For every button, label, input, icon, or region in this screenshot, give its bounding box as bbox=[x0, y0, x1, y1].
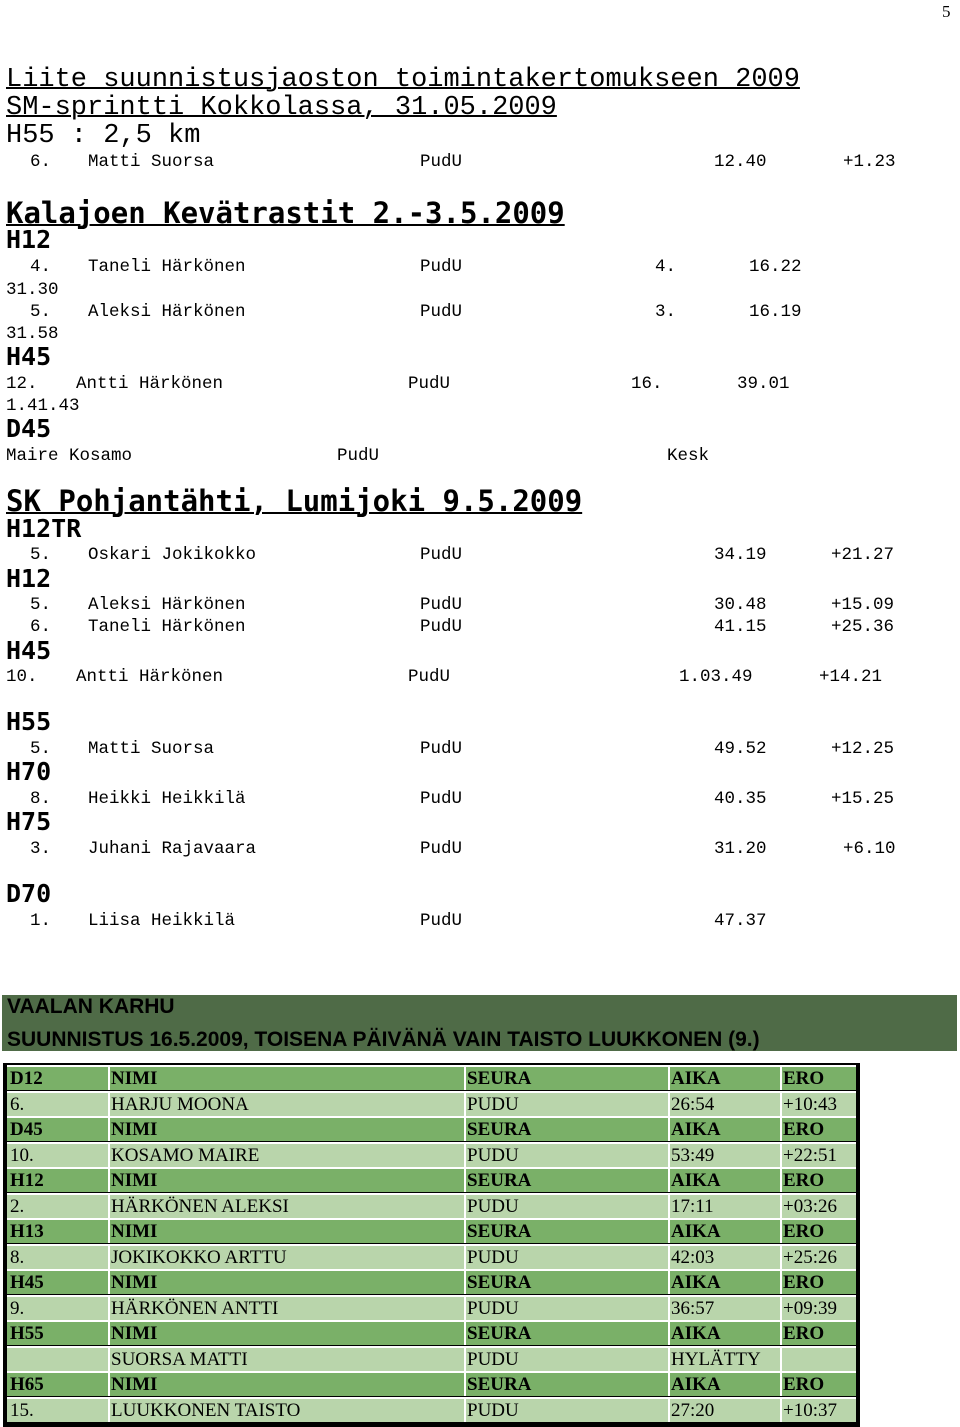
cell-time-difference: ERO bbox=[783, 1068, 825, 1089]
cell-club: SEURA bbox=[467, 1272, 532, 1293]
place: 5. bbox=[30, 595, 52, 615]
page-number: 5 bbox=[942, 2, 951, 21]
column-separator bbox=[668, 1144, 670, 1167]
time: 41.15 bbox=[714, 617, 767, 637]
column-separator bbox=[108, 1373, 110, 1396]
cell-time-difference: +22:51 bbox=[783, 1144, 837, 1166]
cell-competitor-name: KOSAMO MAIRE bbox=[111, 1144, 260, 1166]
cell-class-or-place: H65 bbox=[10, 1374, 44, 1395]
class-heading: D70 bbox=[6, 879, 52, 908]
class-heading: H12TR bbox=[6, 514, 82, 543]
column-separator bbox=[668, 1118, 670, 1141]
club: PudU bbox=[420, 617, 463, 637]
competitor-name: Maire Kosamo bbox=[6, 446, 133, 466]
cell-time-difference: ERO bbox=[783, 1272, 825, 1293]
column-separator bbox=[108, 1271, 110, 1294]
column-separator bbox=[668, 1399, 670, 1422]
place: 10. bbox=[6, 667, 38, 687]
class-heading: H45 bbox=[6, 342, 52, 371]
club: PudU bbox=[420, 839, 463, 859]
cell-competitor-name: HARJU MOONA bbox=[111, 1093, 249, 1115]
competitor-name: Antti Härkönen bbox=[76, 667, 224, 687]
cell-class-or-place: D12 bbox=[10, 1068, 43, 1089]
column-separator bbox=[780, 1067, 782, 1090]
cell-competitor-name: JOKIKOKKO ARTTU bbox=[111, 1246, 287, 1268]
cell-time-difference: +10:37 bbox=[783, 1399, 837, 1421]
place: 3. bbox=[30, 839, 52, 859]
competitor-name: Antti Härkönen bbox=[76, 374, 224, 394]
class-heading: H12 bbox=[6, 225, 52, 254]
vaala-subtitle: SUUNNISTUS 16.5.2009, TOISENA PÄIVÄNÄ VAIN TAISTO LUUKKONEN (9.) bbox=[7, 1028, 760, 1051]
competitor-name: Liisa Heikkilä bbox=[88, 911, 236, 931]
time: 47.37 bbox=[714, 911, 767, 931]
place: 1. bbox=[30, 911, 52, 931]
time: 30.48 bbox=[714, 595, 767, 615]
cell-class-or-place: 2. bbox=[10, 1195, 25, 1217]
column-separator bbox=[108, 1297, 110, 1320]
column-separator bbox=[780, 1373, 782, 1396]
place: 8. bbox=[30, 789, 52, 809]
cell-competitor-name: SUORSA MATTI bbox=[111, 1348, 248, 1370]
cell-competitor-name: HÄRKÖNEN ANTTI bbox=[111, 1297, 279, 1319]
cell-competitor-name: NIMI bbox=[111, 1170, 158, 1191]
column-separator bbox=[668, 1373, 670, 1396]
club: PudU bbox=[420, 911, 463, 931]
cell-class-or-place: 9. bbox=[10, 1297, 25, 1319]
club: PudU bbox=[337, 446, 380, 466]
table-header-row bbox=[7, 1167, 856, 1192]
cell-competitor-name: NIMI bbox=[111, 1068, 158, 1089]
cell-competitor-name: NIMI bbox=[111, 1374, 158, 1395]
cell-time: AIKA bbox=[671, 1170, 721, 1191]
club: PudU bbox=[408, 667, 451, 687]
column-separator bbox=[108, 1169, 110, 1192]
column-separator bbox=[668, 1297, 670, 1320]
class-heading: H55 bbox=[6, 707, 52, 736]
column-separator bbox=[668, 1067, 670, 1090]
table-header-row bbox=[7, 1065, 856, 1090]
place: 6. bbox=[30, 617, 52, 637]
kalajoki-title: Kalajoen Kevätrastit 2.-3.5.2009 bbox=[6, 196, 565, 230]
time-difference: +6.10 bbox=[843, 839, 896, 859]
column-separator bbox=[464, 1067, 466, 1090]
cell-time: AIKA bbox=[671, 1374, 721, 1395]
cell-time-difference: ERO bbox=[783, 1119, 825, 1140]
table-row bbox=[7, 1397, 856, 1422]
time: 40.35 bbox=[714, 789, 767, 809]
cell-club: PUDU bbox=[467, 1093, 519, 1115]
column-separator bbox=[780, 1169, 782, 1192]
column-separator bbox=[780, 1399, 782, 1422]
lumijoki-title: SK Pohjantähti, Lumijoki 9.5.2009 bbox=[6, 484, 583, 518]
vaala-banner bbox=[2, 995, 957, 1051]
cell-time: AIKA bbox=[671, 1272, 721, 1293]
time: 34.19 bbox=[714, 545, 767, 565]
table-header-row bbox=[7, 1371, 856, 1396]
time: 12.40 bbox=[714, 152, 767, 172]
time-difference: +12.25 bbox=[831, 739, 895, 759]
place: 5. bbox=[30, 739, 52, 759]
cell-class-or-place: D45 bbox=[10, 1119, 43, 1140]
cell-club: SEURA bbox=[467, 1374, 532, 1395]
cell-time: 53:49 bbox=[671, 1144, 715, 1166]
place: 5. bbox=[30, 302, 52, 322]
cell-class-or-place: 6. bbox=[10, 1093, 25, 1115]
cell-time: 26:54 bbox=[671, 1093, 715, 1115]
sm-sprint-title: SM-sprintti Kokkolassa, 31.05.2009 bbox=[6, 93, 557, 123]
cell-club: SEURA bbox=[467, 1323, 532, 1344]
column-separator bbox=[780, 1322, 782, 1345]
place: 4. bbox=[30, 257, 52, 277]
time-difference: +25.36 bbox=[831, 617, 895, 637]
total-time: 1.41.43 bbox=[6, 396, 80, 416]
cell-club: PUDU bbox=[467, 1195, 519, 1217]
class-heading: H75 bbox=[6, 807, 52, 836]
cell-time: 17:11 bbox=[671, 1195, 714, 1217]
cell-class-or-place: 15. bbox=[10, 1399, 34, 1421]
cell-club: SEURA bbox=[467, 1119, 532, 1140]
cell-time-difference: +09:39 bbox=[783, 1297, 837, 1319]
competitor-name: Aleksi Härkönen bbox=[88, 302, 246, 322]
table-row bbox=[7, 1193, 856, 1218]
column-separator bbox=[464, 1144, 466, 1167]
column-separator bbox=[108, 1246, 110, 1269]
cell-class-or-place: H13 bbox=[10, 1221, 44, 1242]
club: PudU bbox=[420, 152, 463, 172]
cell-time: AIKA bbox=[671, 1221, 721, 1242]
column-separator bbox=[668, 1220, 670, 1243]
club: PudU bbox=[420, 739, 463, 759]
cell-club: SEURA bbox=[467, 1068, 532, 1089]
table-row bbox=[7, 1295, 856, 1320]
competitor-name: Aleksi Härkönen bbox=[88, 595, 246, 615]
column-separator bbox=[780, 1220, 782, 1243]
column-separator bbox=[464, 1169, 466, 1192]
table-header-row bbox=[7, 1320, 856, 1345]
cell-club: PUDU bbox=[467, 1297, 519, 1319]
cell-class-or-place: 8. bbox=[10, 1246, 25, 1268]
place: 6. bbox=[30, 152, 52, 172]
cell-time-difference: ERO bbox=[783, 1374, 825, 1395]
result-note: Kesk bbox=[667, 446, 710, 466]
time: 39.01 bbox=[737, 374, 790, 394]
day-place: 4. bbox=[655, 257, 677, 277]
table-row bbox=[7, 1091, 856, 1116]
class-heading: H12 bbox=[6, 564, 52, 593]
column-separator bbox=[108, 1348, 110, 1371]
column-separator bbox=[668, 1271, 670, 1294]
column-separator bbox=[464, 1373, 466, 1396]
club: PudU bbox=[408, 374, 451, 394]
column-separator bbox=[108, 1067, 110, 1090]
competitor-name: Taneli Härkönen bbox=[88, 617, 246, 637]
day-place: 16. bbox=[631, 374, 663, 394]
column-separator bbox=[780, 1348, 782, 1371]
cell-time: AIKA bbox=[671, 1119, 721, 1140]
time-difference: +14.21 bbox=[819, 667, 883, 687]
column-separator bbox=[464, 1220, 466, 1243]
cell-club: PUDU bbox=[467, 1144, 519, 1166]
column-separator bbox=[780, 1297, 782, 1320]
column-separator bbox=[464, 1118, 466, 1141]
cell-club: PUDU bbox=[467, 1348, 519, 1370]
cell-time: AIKA bbox=[671, 1323, 721, 1344]
cell-time-difference: +10:43 bbox=[783, 1093, 837, 1115]
cell-class-or-place: 10. bbox=[10, 1144, 34, 1166]
cell-time: 36:57 bbox=[671, 1297, 715, 1319]
cell-time-difference: +03:26 bbox=[783, 1195, 837, 1217]
column-separator bbox=[668, 1195, 670, 1218]
document-title: Liite suunnistusjaoston toimintakertomukseen 2009 bbox=[6, 65, 800, 95]
cell-time-difference: ERO bbox=[783, 1170, 825, 1191]
cell-class-or-place: H12 bbox=[10, 1170, 44, 1191]
column-separator bbox=[780, 1118, 782, 1141]
vaala-title: VAALAN KARHU bbox=[7, 995, 175, 1018]
table-header-row bbox=[7, 1116, 856, 1141]
club: PudU bbox=[420, 545, 463, 565]
cell-competitor-name: NIMI bbox=[111, 1221, 158, 1242]
place: 12. bbox=[6, 374, 38, 394]
column-separator bbox=[780, 1271, 782, 1294]
column-separator bbox=[668, 1348, 670, 1371]
cell-competitor-name: NIMI bbox=[111, 1119, 158, 1140]
column-separator bbox=[108, 1322, 110, 1345]
time: 49.52 bbox=[714, 739, 767, 759]
day-place: 3. bbox=[655, 302, 677, 322]
cell-club: PUDU bbox=[467, 1246, 519, 1268]
cell-competitor-name: LUUKKONEN TAISTO bbox=[111, 1399, 301, 1421]
column-separator bbox=[780, 1246, 782, 1269]
competitor-name: Matti Suorsa bbox=[88, 739, 215, 759]
competitor-name: Matti Suorsa bbox=[88, 152, 215, 172]
cell-club: SEURA bbox=[467, 1170, 532, 1191]
column-separator bbox=[780, 1195, 782, 1218]
competitor-name: Heikki Heikkilä bbox=[88, 789, 246, 809]
table-row bbox=[7, 1346, 856, 1371]
cell-competitor-name: NIMI bbox=[111, 1323, 158, 1344]
club: PudU bbox=[420, 257, 463, 277]
club: PudU bbox=[420, 595, 463, 615]
place: 5. bbox=[30, 545, 52, 565]
cell-time: AIKA bbox=[671, 1068, 721, 1089]
column-separator bbox=[108, 1399, 110, 1422]
time-difference: +1.23 bbox=[843, 152, 896, 172]
column-separator bbox=[668, 1322, 670, 1345]
column-separator bbox=[668, 1093, 670, 1116]
table-header-row bbox=[7, 1218, 856, 1243]
column-separator bbox=[668, 1246, 670, 1269]
club: PudU bbox=[420, 789, 463, 809]
cell-time-difference: ERO bbox=[783, 1323, 825, 1344]
table-header-row bbox=[7, 1269, 856, 1294]
cell-competitor-name: NIMI bbox=[111, 1272, 158, 1293]
class-heading: H70 bbox=[6, 757, 52, 786]
column-separator bbox=[464, 1195, 466, 1218]
column-separator bbox=[108, 1093, 110, 1116]
competitor-name: Taneli Härkönen bbox=[88, 257, 246, 277]
time-difference: +21.27 bbox=[831, 545, 895, 565]
class-heading: D45 bbox=[6, 414, 52, 443]
sm-class-heading: H55 : 2,5 km bbox=[6, 121, 201, 151]
cell-time: 42:03 bbox=[671, 1246, 715, 1268]
cell-time: HYLÄTTY bbox=[671, 1348, 761, 1370]
cell-class-or-place: H45 bbox=[10, 1272, 44, 1293]
total-time: 31.30 bbox=[6, 280, 59, 300]
cell-competitor-name: HÄRKÖNEN ALEKSI bbox=[111, 1195, 289, 1217]
club: PudU bbox=[420, 302, 463, 322]
column-separator bbox=[108, 1118, 110, 1141]
cell-class-or-place: H55 bbox=[10, 1323, 44, 1344]
column-separator bbox=[464, 1348, 466, 1371]
cell-time-difference: ERO bbox=[783, 1221, 825, 1242]
class-heading: H45 bbox=[6, 636, 52, 665]
table-row bbox=[7, 1142, 856, 1167]
column-separator bbox=[464, 1322, 466, 1345]
column-separator bbox=[108, 1220, 110, 1243]
time: 1.03.49 bbox=[679, 667, 753, 687]
column-separator bbox=[464, 1297, 466, 1320]
time: 31.20 bbox=[714, 839, 767, 859]
cell-time: 27:20 bbox=[671, 1399, 715, 1421]
time: 16.19 bbox=[749, 302, 802, 322]
column-separator bbox=[668, 1169, 670, 1192]
column-separator bbox=[464, 1399, 466, 1422]
cell-club: PUDU bbox=[467, 1399, 519, 1421]
column-separator bbox=[780, 1144, 782, 1167]
competitor-name: Juhani Rajavaara bbox=[88, 839, 257, 859]
column-separator bbox=[464, 1271, 466, 1294]
time-difference: +15.25 bbox=[831, 789, 895, 809]
column-separator bbox=[464, 1093, 466, 1116]
column-separator bbox=[108, 1144, 110, 1167]
column-separator bbox=[780, 1093, 782, 1116]
cell-club: SEURA bbox=[467, 1221, 532, 1242]
column-separator bbox=[108, 1195, 110, 1218]
vaala-results-table bbox=[3, 1063, 860, 1427]
competitor-name: Oskari Jokikokko bbox=[88, 545, 257, 565]
total-time: 31.58 bbox=[6, 324, 59, 344]
cell-time-difference: +25:26 bbox=[783, 1246, 837, 1268]
column-separator bbox=[464, 1246, 466, 1269]
time-difference: +15.09 bbox=[831, 595, 895, 615]
table-row bbox=[7, 1244, 856, 1269]
time: 16.22 bbox=[749, 257, 802, 277]
